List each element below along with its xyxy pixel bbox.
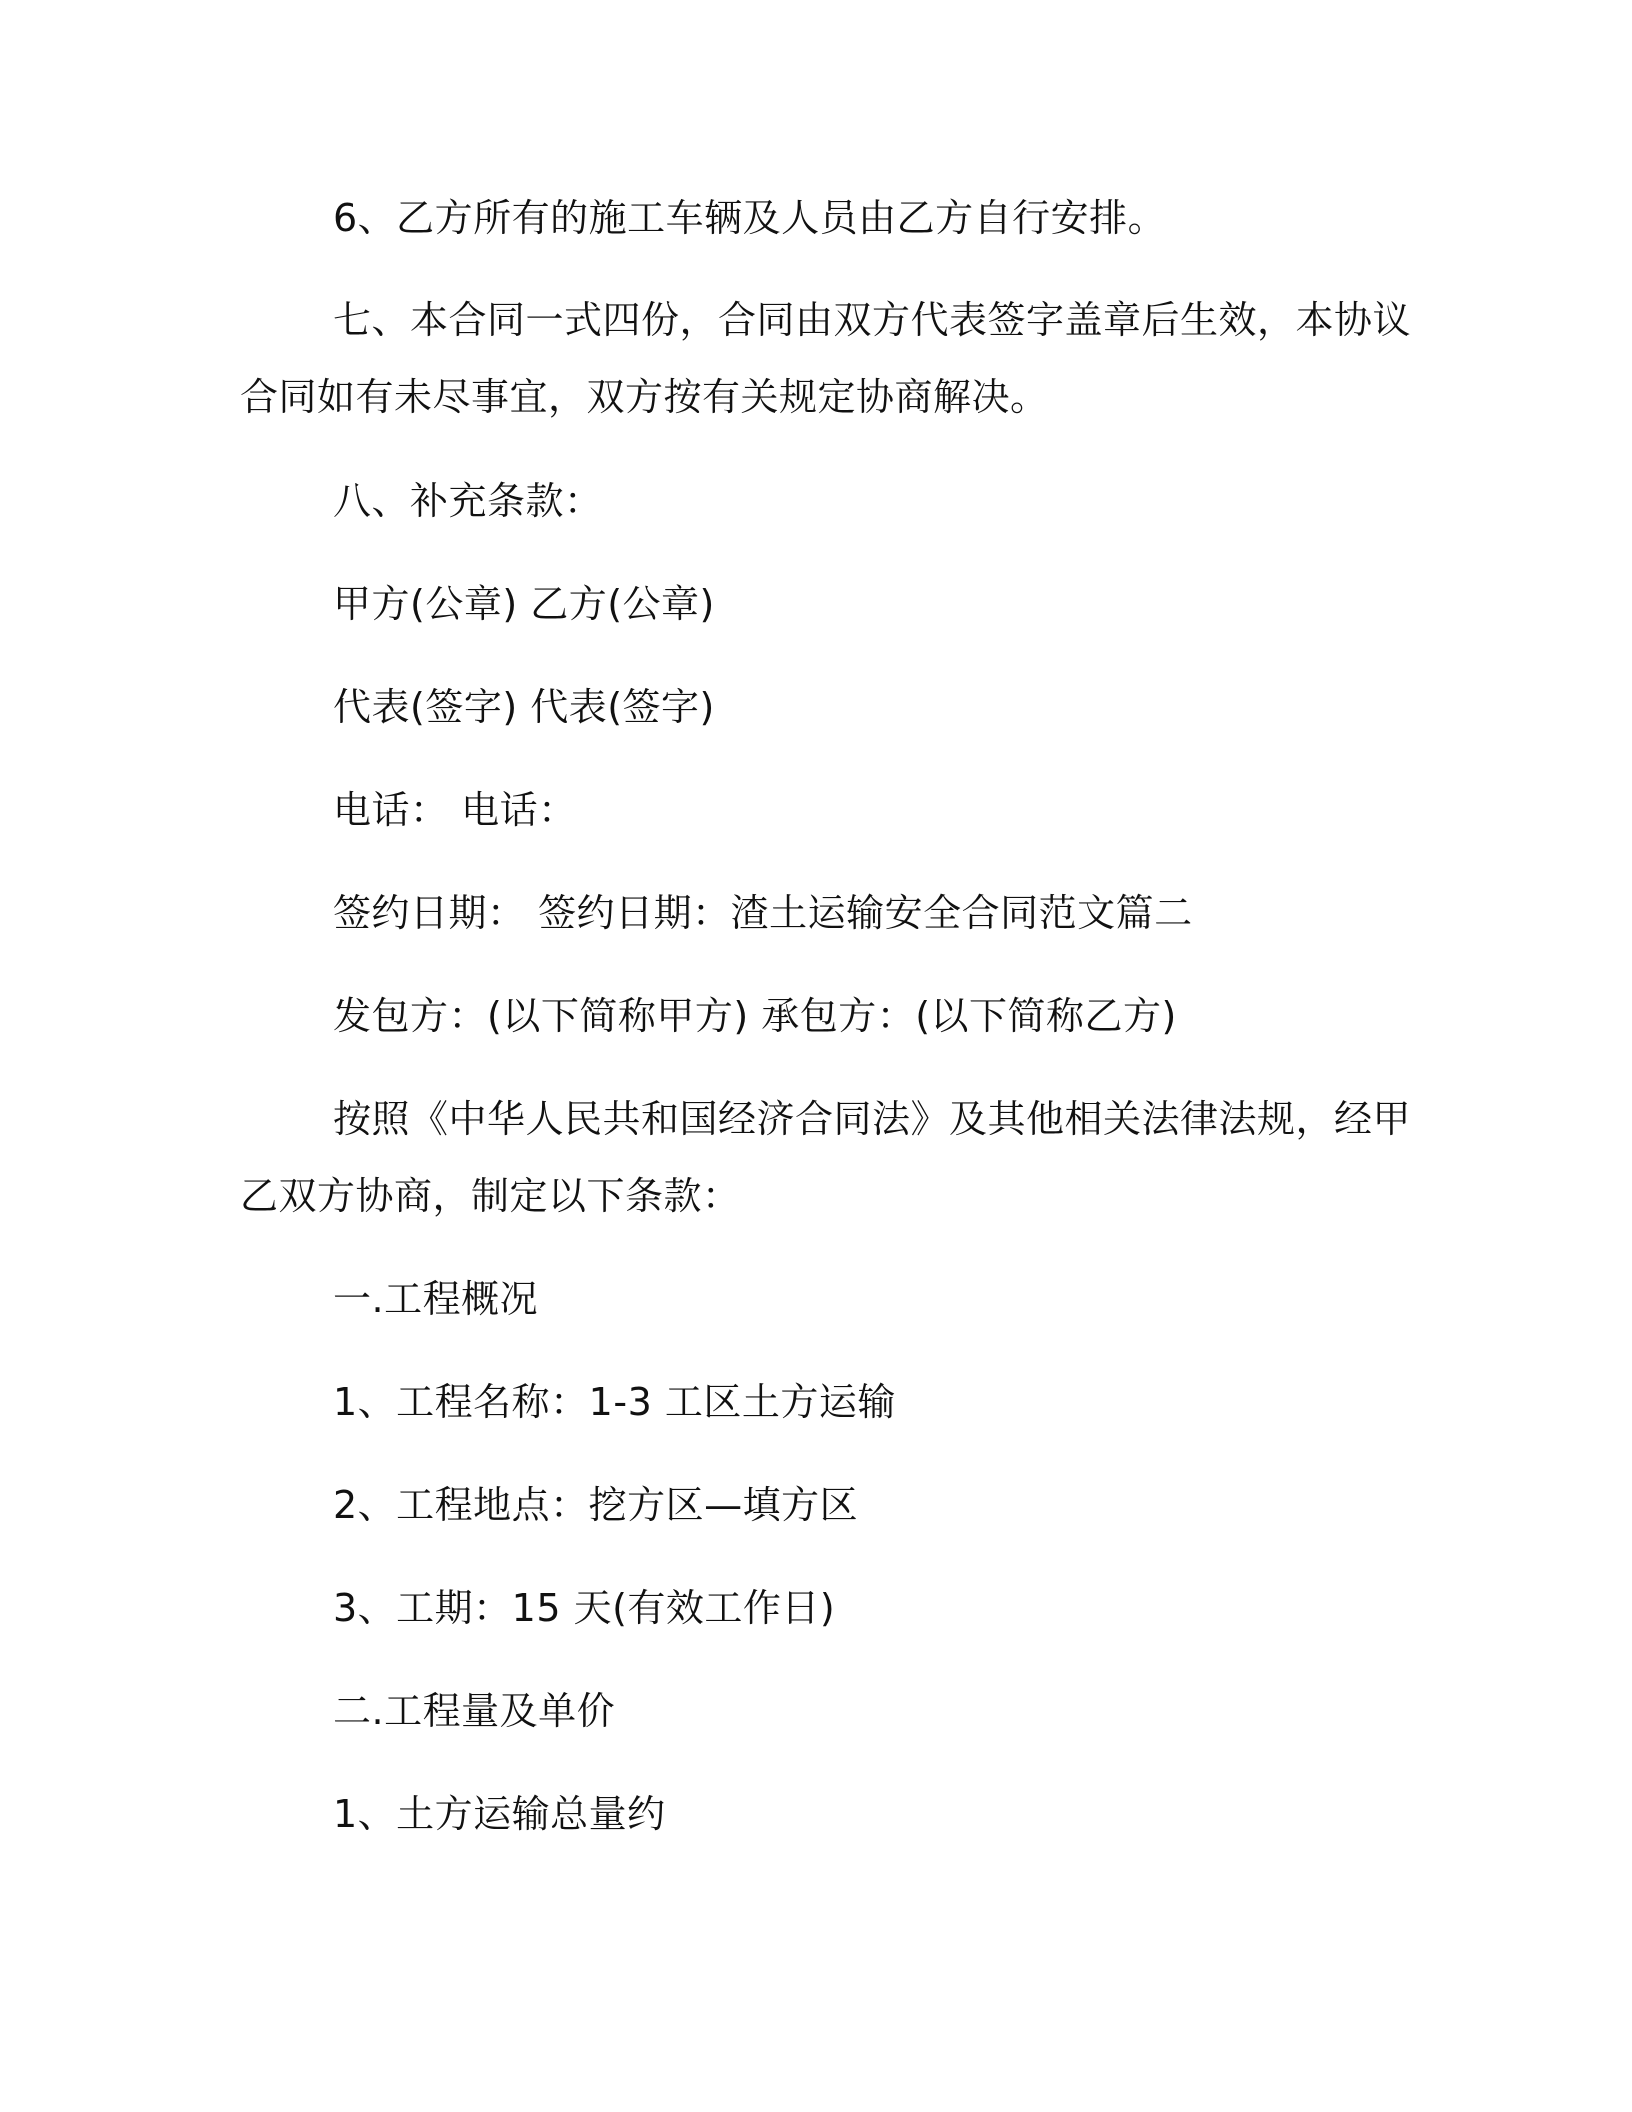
- parties-line: 发包方：(以下简称甲方) 承包方：(以下简称乙方): [333, 994, 1177, 1038]
- project-location-line: 2、工程地点：挖方区—填方区: [333, 1483, 859, 1527]
- project-duration-line: 3、工期：15 天(有效工作日): [333, 1586, 836, 1630]
- clause-8-supplementary: 八、补充条款：: [333, 479, 603, 523]
- signature-representative-line: 代表(签字) 代表(签字): [333, 685, 715, 729]
- section-2-heading: 二.工程量及单价: [333, 1689, 616, 1733]
- signature-seal-line: 甲方(公章) 乙方(公章): [333, 582, 715, 626]
- clause-6-vehicles: 6、乙方所有的施工车辆及人员由乙方自行安排。: [333, 196, 1167, 240]
- phone-line: 电话： 电话：: [333, 788, 577, 832]
- preamble-line-1: 按照《中华人民共和国经济合同法》及其他相关法律法规，经甲: [333, 1097, 1412, 1141]
- section-1-heading: 一.工程概况: [333, 1277, 539, 1321]
- clause-7-line-1: 七、本合同一式四份，合同由双方代表签字盖章后生效，本协议: [333, 298, 1412, 342]
- clause-7-line-2: 合同如有未尽事宜，双方按有关规定协商解决。: [240, 375, 1049, 419]
- earthwork-total-line: 1、土方运输总量约: [333, 1792, 666, 1836]
- signing-date-line: 签约日期： 签约日期：渣土运输安全合同范文篇二: [333, 891, 1193, 935]
- project-name-line: 1、工程名称：1-3 工区土方运输: [333, 1380, 896, 1424]
- preamble-line-2: 乙双方协商，制定以下条款：: [240, 1174, 741, 1218]
